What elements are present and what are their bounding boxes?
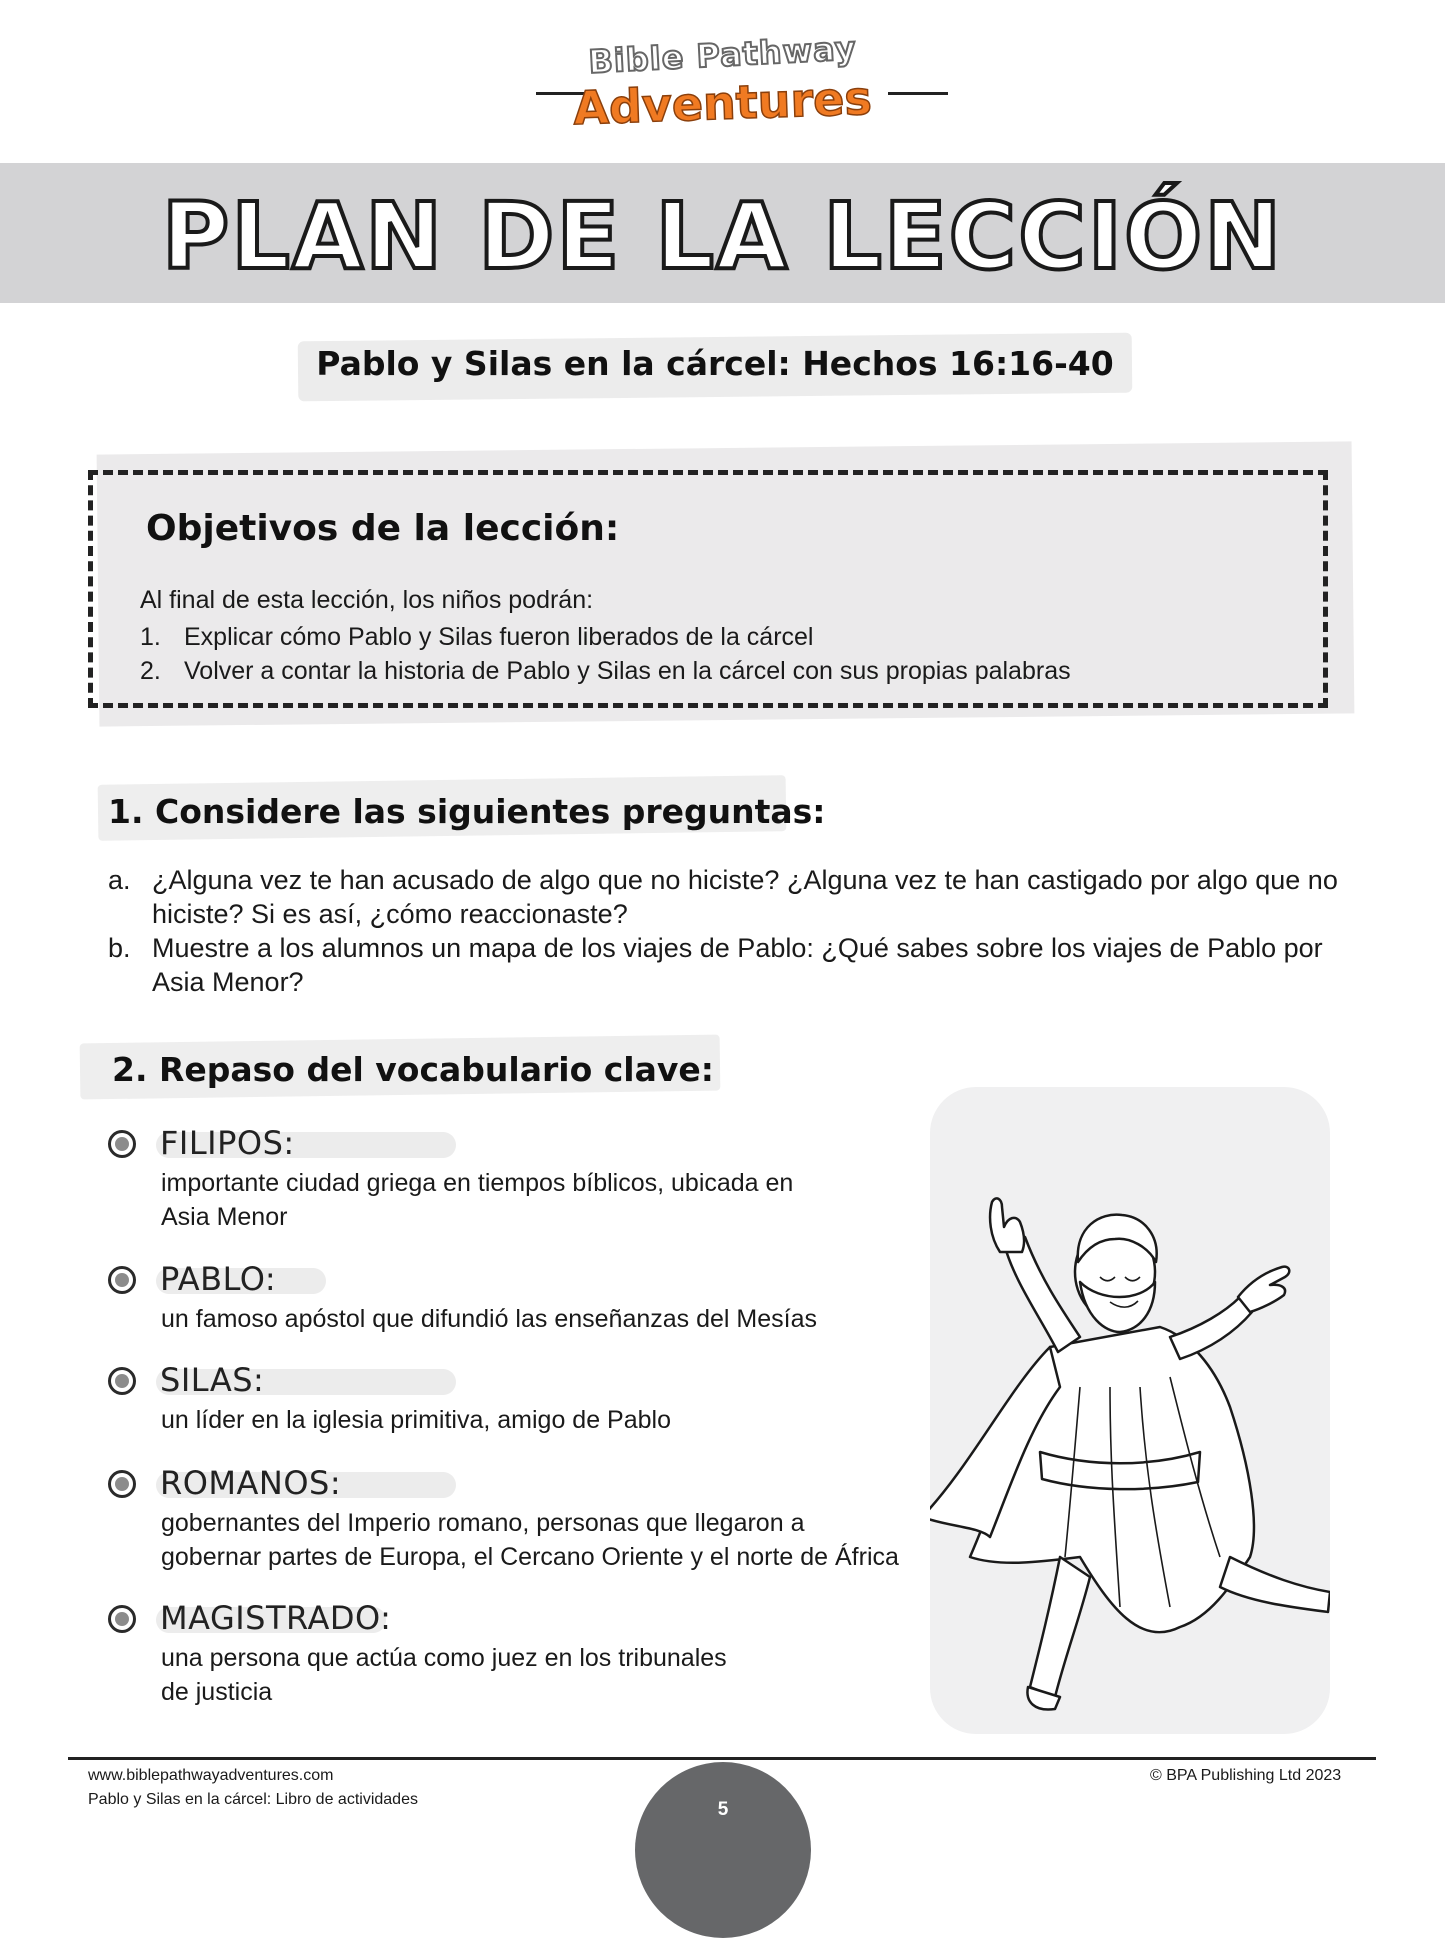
vocab-term: SILAS: bbox=[160, 1361, 265, 1399]
logo-text-bottom: Adventures bbox=[572, 70, 873, 136]
page-title: PLAN DE LA LECCIÓN bbox=[161, 183, 1284, 290]
vocab-item-magistrado bbox=[108, 1601, 928, 1711]
vocab-definition: gobernantes del Imperio romano, personas que llegaron a gobernar partes de Europa, el Cercano Oriente y el norte de África bbox=[161, 1509, 899, 1571]
list-item bbox=[140, 620, 1071, 654]
objectives-list bbox=[140, 620, 1071, 688]
title-band bbox=[0, 163, 1445, 303]
vocab-definition: un líder en la iglesia primitiva, amigo de Pablo bbox=[161, 1406, 671, 1434]
list-number: 1. bbox=[140, 623, 161, 651]
vocab-term: MAGISTRADO: bbox=[160, 1599, 392, 1637]
question-letter: a. bbox=[108, 865, 131, 895]
list-text: Explicar cómo Pablo y Silas fueron liberados de la cárcel bbox=[184, 623, 814, 651]
vocab-term: FILIPOS: bbox=[160, 1124, 295, 1162]
vocab-definition: importante ciudad griega en tiempos bíblicos, ubicada en Asia Menor bbox=[161, 1169, 794, 1231]
questions-list bbox=[108, 863, 1348, 999]
bullet-icon bbox=[108, 1266, 136, 1294]
dancing-apostle-illustration bbox=[930, 1087, 1330, 1734]
bullet-icon bbox=[108, 1130, 136, 1158]
lesson-subtitle: Pablo y Silas en la cárcel: Hechos 16:16-40 bbox=[316, 344, 1114, 383]
list-item bbox=[108, 863, 1348, 931]
page-number: 5 bbox=[717, 1799, 729, 1820]
list-text: Volver a contar la historia de Pablo y Silas en la cárcel con sus propias palabras bbox=[184, 657, 1071, 685]
vocab-item-silas bbox=[108, 1363, 928, 1443]
footer-divider bbox=[68, 1757, 1376, 1760]
footer-url: www.biblepathwayadventures.com bbox=[88, 1767, 334, 1784]
section2-heading: 2. Repaso del vocabulario clave: bbox=[112, 1050, 714, 1089]
question-text: Muestre a los alumnos un mapa de los viajes de Pablo: ¿Qué sabes sobre los viajes de Pablo por Asia Menor? bbox=[152, 933, 1323, 997]
bullet-icon bbox=[108, 1367, 136, 1395]
list-item bbox=[140, 654, 1071, 688]
bullet-icon bbox=[108, 1605, 136, 1633]
footer-copyright: © BPA Publishing Ltd 2023 bbox=[1150, 1767, 1342, 1784]
vocab-definition: un famoso apóstol que difundió las enseñanzas del Mesías bbox=[161, 1305, 817, 1333]
vocab-item-pablo bbox=[108, 1262, 928, 1342]
bullet-icon bbox=[108, 1470, 136, 1498]
logo-text-top: Bible Pathway bbox=[587, 29, 858, 81]
question-text: ¿Alguna vez te han acusado de algo que no hiciste? ¿Alguna vez te han castigado por algo que no hiciste? Si es así, ¿cómo reaccionaste? bbox=[152, 865, 1338, 929]
list-number: 2. bbox=[140, 657, 161, 685]
objectives-intro: Al final de esta lección, los niños podrán: bbox=[140, 586, 594, 614]
list-item bbox=[108, 931, 1348, 999]
vocab-item-filipos bbox=[108, 1126, 928, 1236]
vocab-term: PABLO: bbox=[160, 1260, 277, 1298]
question-letter: b. bbox=[108, 933, 131, 963]
vocab-term: ROMANOS: bbox=[160, 1464, 342, 1502]
vocab-definition: una persona que actúa como juez en los tribunales de justicia bbox=[161, 1644, 727, 1706]
illustration-panel bbox=[930, 1087, 1330, 1734]
page-number-badge bbox=[635, 1762, 811, 1938]
brand-logo bbox=[0, 29, 1445, 136]
vocab-item-romanos bbox=[108, 1466, 928, 1576]
objectives-heading: Objetivos de la lección: bbox=[146, 508, 620, 549]
footer-book-title: Pablo y Silas en la cárcel: Libro de actividades bbox=[88, 1791, 418, 1808]
section1-heading: 1. Considere las siguientes preguntas: bbox=[108, 792, 826, 831]
